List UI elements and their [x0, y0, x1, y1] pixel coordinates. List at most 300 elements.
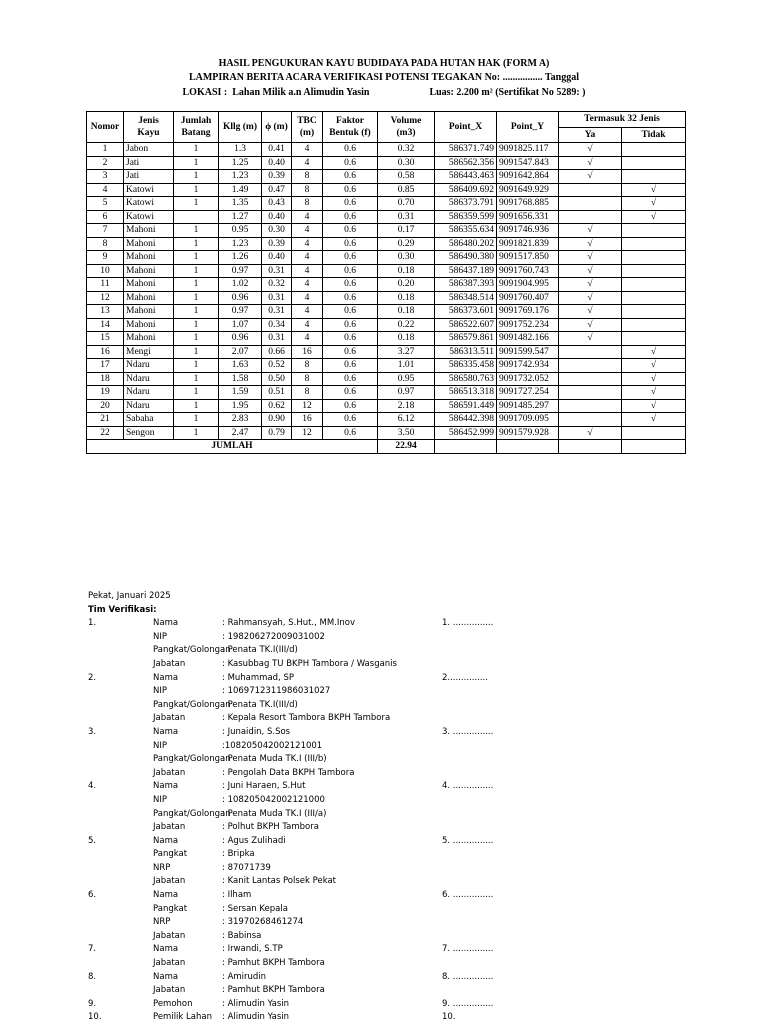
field-label: Jabatan	[153, 958, 186, 969]
team-member-line	[88, 971, 748, 985]
cell-point-x: 586437.189	[435, 264, 497, 278]
cell-volume: 3.50	[378, 426, 435, 440]
table-row	[87, 372, 686, 386]
table-row	[87, 413, 686, 427]
cell-phi: 0.62	[262, 399, 292, 413]
cell-phi: 0.51	[262, 386, 292, 400]
cell-faktor-bentuk: 0.6	[323, 251, 378, 265]
cell-ya: √	[559, 264, 622, 278]
cell-volume: 0.17	[378, 224, 435, 238]
cell-jumlah-batang: 1	[174, 183, 219, 197]
cell-point-y: 9091547.843	[497, 156, 559, 170]
cell-volume: 0.95	[378, 372, 435, 386]
cell-jumlah-batang: 1	[174, 156, 219, 170]
cell-ya: √	[559, 291, 622, 305]
cell-jumlah-batang	[174, 210, 219, 224]
cell-jenis-kayu: Jabon	[124, 143, 174, 157]
table-row	[87, 332, 686, 346]
team-member-line	[88, 631, 748, 645]
cell-kllg: 1.25	[219, 156, 262, 170]
header-termasuk-32-jenis: Termasuk 32 Jenis	[559, 112, 686, 128]
field-label: Pangkat	[153, 849, 188, 860]
field-value: : Pengolah Data BKPH Tambora	[222, 767, 355, 778]
cell-ya	[559, 372, 622, 386]
team-member-line	[88, 1011, 748, 1025]
cell-jenis-kayu: Jati	[124, 170, 174, 184]
cell-faktor-bentuk: 0.6	[323, 305, 378, 319]
cell-tbc: 4	[292, 237, 323, 251]
team-member-line	[88, 916, 748, 930]
field-value: : 198206272009031002	[222, 631, 325, 642]
cell-faktor-bentuk: 0.6	[323, 291, 378, 305]
cell-point-y: 9091649.929	[497, 183, 559, 197]
cell-kllg: 1.02	[219, 278, 262, 292]
cell-tidak	[622, 170, 686, 184]
field-value: : Muhammad, SP	[222, 672, 294, 683]
cell-jumlah-batang: 1	[174, 359, 219, 373]
cell-phi: 0.31	[262, 264, 292, 278]
cell-point-y: 9091482.166	[497, 332, 559, 346]
field-label: NIP	[153, 740, 167, 751]
cell-jumlah-batang: 1	[174, 318, 219, 332]
cell-jenis-kayu: Mahoni	[124, 305, 174, 319]
team-member-line	[88, 712, 748, 726]
cell-tidak	[622, 318, 686, 332]
cell-point-y: 9091769.176	[497, 305, 559, 319]
cell-tbc: 4	[292, 264, 323, 278]
field-value: : 108205042002121000	[222, 794, 325, 805]
location-line	[0, 86, 768, 100]
table-row	[87, 156, 686, 170]
cell-tidak: √	[622, 399, 686, 413]
cell-tbc: 4	[292, 278, 323, 292]
cell-nomor: 14	[87, 318, 124, 332]
cell-faktor-bentuk: 0.6	[323, 197, 378, 211]
cell-volume: 0.20	[378, 278, 435, 292]
cell-tbc: 4	[292, 291, 323, 305]
field-value: : Juni Haraen, S.Hut	[222, 781, 306, 792]
team-member-line	[88, 875, 748, 889]
field-value: : Junaidin, S.Sos	[222, 726, 291, 737]
cell-nomor: 16	[87, 345, 124, 359]
cell-kllg: 0.96	[219, 291, 262, 305]
cell-ya: √	[559, 143, 622, 157]
cell-tidak	[622, 305, 686, 319]
field-label: Pangkat/Golongan	[153, 645, 231, 656]
header-faktor-bentuk: Faktor Bentuk (f)	[323, 112, 378, 143]
header-phi: ϕ (m)	[262, 112, 292, 143]
field-value: : Ilham	[222, 890, 252, 901]
field-label: Pangkat/Golongan	[153, 808, 231, 819]
table-row	[87, 399, 686, 413]
cell-jenis-kayu: Mahoni	[124, 237, 174, 251]
cell-ya	[559, 359, 622, 373]
team-member-line	[88, 753, 748, 767]
cell-point-x: 586591.449	[435, 399, 497, 413]
cell-jenis-kayu: Mahoni	[124, 264, 174, 278]
cell-tidak: √	[622, 345, 686, 359]
cell-tbc: 4	[292, 305, 323, 319]
team-member-line	[88, 903, 748, 917]
cell-tidak	[622, 143, 686, 157]
field-value: : Kasubbag TU BKPH Tambora / Wasganis	[222, 658, 397, 669]
cell-kllg: 1.3	[219, 143, 262, 157]
member-number: 7.	[88, 944, 97, 955]
cell-nomor: 10	[87, 264, 124, 278]
field-label: Nama	[153, 835, 179, 846]
cell-volume: 0.70	[378, 197, 435, 211]
cell-phi: 0.32	[262, 278, 292, 292]
field-value: : Penata Muda TK.I (III/b)	[222, 754, 327, 765]
field-value: : Kepala Resort Tambora BKPH Tambora	[222, 713, 391, 724]
cell-ya	[559, 210, 622, 224]
cell-tbc: 8	[292, 183, 323, 197]
field-label: Nama	[153, 672, 179, 683]
team-member-line	[88, 699, 748, 713]
total-empty-cell	[622, 440, 686, 454]
cell-faktor-bentuk: 0.6	[323, 318, 378, 332]
cell-phi: 0.90	[262, 413, 292, 427]
cell-ya	[559, 345, 622, 359]
cell-volume: 0.30	[378, 156, 435, 170]
member-number: 3.	[88, 726, 97, 737]
field-label: Pangkat	[153, 903, 188, 914]
signature-placeholder: 1. ...............	[442, 618, 494, 629]
team-member-line	[88, 998, 748, 1012]
cell-jenis-kayu: Katowi	[124, 210, 174, 224]
team-member-line	[88, 930, 748, 944]
total-empty-cell	[497, 440, 559, 454]
cell-nomor: 22	[87, 426, 124, 440]
table-row	[87, 318, 686, 332]
team-member-line	[88, 821, 748, 835]
cell-tbc: 12	[292, 426, 323, 440]
team-member-line	[88, 957, 748, 971]
cell-point-y: 9091768.885	[497, 197, 559, 211]
cell-point-x: 586562.356	[435, 156, 497, 170]
cell-phi: 0.40	[262, 251, 292, 265]
field-value: : Bripka	[222, 849, 255, 860]
cell-jenis-kayu: Ndaru	[124, 399, 174, 413]
total-label: JUMLAH	[87, 440, 378, 454]
cell-point-x: 586409.692	[435, 183, 497, 197]
team-member-line	[88, 889, 748, 903]
cell-tidak: √	[622, 210, 686, 224]
cell-faktor-bentuk: 0.6	[323, 332, 378, 346]
cell-tidak: √	[622, 183, 686, 197]
cell-point-x: 586371.749	[435, 143, 497, 157]
signature-placeholder: 3. ...............	[442, 726, 494, 737]
measurement-table	[86, 111, 686, 454]
cell-nomor: 12	[87, 291, 124, 305]
cell-kllg: 1.27	[219, 210, 262, 224]
team-member-line	[88, 685, 748, 699]
cell-volume: 2.18	[378, 399, 435, 413]
header-tidak: Tidak	[622, 127, 686, 143]
field-label: NIP	[153, 631, 167, 642]
cell-nomor: 2	[87, 156, 124, 170]
cell-jenis-kayu: Mahoni	[124, 251, 174, 265]
cell-point-x: 586513.318	[435, 386, 497, 400]
signature-placeholder: 5. ...............	[442, 835, 494, 846]
cell-tidak	[622, 291, 686, 305]
cell-kllg: 1.63	[219, 359, 262, 373]
field-value: : Amirudin	[222, 971, 267, 982]
cell-nomor: 21	[87, 413, 124, 427]
cell-point-x: 586373.791	[435, 197, 497, 211]
cell-tidak	[622, 332, 686, 346]
table-row	[87, 170, 686, 184]
cell-kllg: 1.35	[219, 197, 262, 211]
cell-point-x: 586373.601	[435, 305, 497, 319]
member-number: 2.	[88, 672, 97, 683]
cell-volume: 0.22	[378, 318, 435, 332]
field-label: NIP	[153, 686, 167, 697]
member-number: 6.	[88, 890, 97, 901]
cell-tbc: 8	[292, 170, 323, 184]
cell-nomor: 18	[87, 372, 124, 386]
signature-placeholder: 2...............	[442, 672, 488, 683]
cell-jenis-kayu: Ndaru	[124, 386, 174, 400]
cell-faktor-bentuk: 0.6	[323, 170, 378, 184]
cell-tbc: 8	[292, 359, 323, 373]
cell-jumlah-batang: 1	[174, 278, 219, 292]
cell-faktor-bentuk: 0.6	[323, 143, 378, 157]
cell-point-y: 9091904.995	[497, 278, 559, 292]
cell-kllg: 1.95	[219, 399, 262, 413]
team-member-line	[88, 617, 748, 631]
field-label: Jabatan	[153, 767, 186, 778]
field-label: Nama	[153, 971, 179, 982]
table-row	[87, 143, 686, 157]
cell-kllg: 0.97	[219, 264, 262, 278]
cell-tidak: √	[622, 372, 686, 386]
cell-nomor: 5	[87, 197, 124, 211]
cell-tbc: 4	[292, 224, 323, 238]
cell-ya: √	[559, 251, 622, 265]
cell-phi: 0.30	[262, 224, 292, 238]
cell-point-x: 586579.861	[435, 332, 497, 346]
field-label: Nama	[153, 726, 179, 737]
cell-faktor-bentuk: 0.6	[323, 372, 378, 386]
table-row	[87, 291, 686, 305]
header-ya: Ya	[559, 127, 622, 143]
cell-kllg: 0.97	[219, 305, 262, 319]
cell-faktor-bentuk: 0.6	[323, 237, 378, 251]
table-row	[87, 305, 686, 319]
table-row	[87, 183, 686, 197]
cell-phi: 0.50	[262, 372, 292, 386]
cell-point-x: 586442.398	[435, 413, 497, 427]
cell-nomor: 7	[87, 224, 124, 238]
location-label: LOKASI : Lahan Milik a.n Alimudin Yasin	[182, 87, 370, 98]
cell-volume: 1.01	[378, 359, 435, 373]
field-label: Pemohon	[153, 998, 193, 1009]
cell-point-x: 586313.511	[435, 345, 497, 359]
cell-jenis-kayu: Katowi	[124, 197, 174, 211]
cell-faktor-bentuk: 0.6	[323, 224, 378, 238]
cell-jumlah-batang: 1	[174, 197, 219, 211]
cell-phi: 0.40	[262, 156, 292, 170]
signature-placeholder: 6. ...............	[442, 890, 494, 901]
cell-point-x: 586387.393	[435, 278, 497, 292]
cell-jenis-kayu: Ndaru	[124, 372, 174, 386]
cell-jumlah-batang: 1	[174, 143, 219, 157]
cell-volume: 0.29	[378, 237, 435, 251]
cell-tidak	[622, 224, 686, 238]
cell-volume: 6.12	[378, 413, 435, 427]
cell-jenis-kayu: Mahoni	[124, 291, 174, 305]
field-label: Nama	[153, 781, 179, 792]
cell-point-y: 9091760.407	[497, 291, 559, 305]
field-label: Jabatan	[153, 930, 186, 941]
cell-point-x: 586443.463	[435, 170, 497, 184]
field-label: Jabatan	[153, 713, 186, 724]
cell-volume: 3.27	[378, 345, 435, 359]
cell-nomor: 4	[87, 183, 124, 197]
cell-ya: √	[559, 237, 622, 251]
cell-jenis-kayu: Mahoni	[124, 318, 174, 332]
cell-volume: 0.18	[378, 264, 435, 278]
cell-point-x: 586522.607	[435, 318, 497, 332]
total-row	[87, 440, 686, 454]
cell-point-y: 9091656.331	[497, 210, 559, 224]
cell-nomor: 20	[87, 399, 124, 413]
cell-tbc: 8	[292, 386, 323, 400]
cell-ya: √	[559, 305, 622, 319]
field-value: : Pamhut BKPH Tambora	[222, 985, 325, 996]
table-row	[87, 197, 686, 211]
cell-point-x: 586490.380	[435, 251, 497, 265]
field-value: : Agus Zulihadi	[222, 835, 286, 846]
field-value: : Penata TK.I(III/d)	[222, 645, 298, 656]
cell-point-y: 9091742.934	[497, 359, 559, 373]
cell-volume: 0.85	[378, 183, 435, 197]
cell-point-x: 586335.458	[435, 359, 497, 373]
member-number: 4.	[88, 781, 97, 792]
cell-faktor-bentuk: 0.6	[323, 210, 378, 224]
cell-jumlah-batang: 1	[174, 399, 219, 413]
total-volume: 22.94	[378, 440, 435, 454]
cell-jenis-kayu: Jati	[124, 156, 174, 170]
team-member-line	[88, 862, 748, 876]
team-member-line	[88, 835, 748, 849]
cell-tbc: 4	[292, 318, 323, 332]
cell-faktor-bentuk: 0.6	[323, 156, 378, 170]
cell-jenis-kayu: Katowi	[124, 183, 174, 197]
cell-tidak: √	[622, 386, 686, 400]
cell-tidak	[622, 426, 686, 440]
cell-phi: 0.39	[262, 170, 292, 184]
cell-kllg: 1.49	[219, 183, 262, 197]
field-value: : Penata TK.I(III/d)	[222, 699, 298, 710]
cell-point-y: 9091579.928	[497, 426, 559, 440]
header-kllg: Kllg (m)	[219, 112, 262, 143]
team-member-line	[88, 672, 748, 686]
cell-jumlah-batang: 1	[174, 251, 219, 265]
header-point-y: Point_Y	[497, 112, 559, 143]
team-member-line	[88, 658, 748, 672]
team-member-line	[88, 848, 748, 862]
cell-phi: 0.43	[262, 197, 292, 211]
cell-nomor: 3	[87, 170, 124, 184]
table-row	[87, 359, 686, 373]
cell-phi: 0.31	[262, 305, 292, 319]
cell-ya	[559, 197, 622, 211]
cell-tbc: 16	[292, 413, 323, 427]
cell-volume: 0.58	[378, 170, 435, 184]
cell-tidak: √	[622, 413, 686, 427]
field-label: NRP	[153, 862, 171, 873]
cell-point-y: 9091485.297	[497, 399, 559, 413]
cell-point-y: 9091752.234	[497, 318, 559, 332]
cell-ya: √	[559, 332, 622, 346]
field-label: NIP	[153, 794, 167, 805]
table-row	[87, 278, 686, 292]
cell-point-y: 9091746.936	[497, 224, 559, 238]
field-label: Nama	[153, 944, 179, 955]
cell-ya: √	[559, 224, 622, 238]
area-label: Luas: 2.200 m² (Sertifikat No 5289: )	[429, 87, 586, 98]
cell-faktor-bentuk: 0.6	[323, 183, 378, 197]
cell-phi: 0.41	[262, 143, 292, 157]
cell-point-y: 9091517.850	[497, 251, 559, 265]
table-row	[87, 251, 686, 265]
cell-point-x: 586452.999	[435, 426, 497, 440]
team-member-line	[88, 984, 748, 998]
cell-volume: 0.97	[378, 386, 435, 400]
table-row	[87, 345, 686, 359]
cell-ya: √	[559, 318, 622, 332]
field-value: : 31970268461274	[222, 917, 304, 928]
signature-placeholder: 4. ...............	[442, 781, 494, 792]
cell-phi: 0.47	[262, 183, 292, 197]
cell-faktor-bentuk: 0.6	[323, 399, 378, 413]
field-value: : 87071739	[222, 862, 271, 873]
header-jumlah-batang: Jumlah Batang	[174, 112, 219, 143]
cell-jumlah-batang: 1	[174, 345, 219, 359]
cell-point-x: 586480.202	[435, 237, 497, 251]
cell-ya: √	[559, 156, 622, 170]
field-value: : Rahmansyah, S.Hut., MM.Inov	[222, 618, 356, 629]
cell-volume: 0.32	[378, 143, 435, 157]
signature-placeholder: 7. ...............	[442, 944, 494, 955]
header-jenis-kayu: Jenis Kayu	[124, 112, 174, 143]
cell-kllg: 1.26	[219, 251, 262, 265]
cell-ya	[559, 183, 622, 197]
cell-tbc: 8	[292, 197, 323, 211]
team-member-line	[88, 767, 748, 781]
total-empty-cell	[559, 440, 622, 454]
field-value: : 1069712311986031027	[222, 686, 331, 697]
total-empty-cell	[435, 440, 497, 454]
table-row	[87, 224, 686, 238]
cell-tbc: 4	[292, 210, 323, 224]
verification-team	[88, 590, 748, 1025]
cell-phi: 0.39	[262, 237, 292, 251]
field-label: Pangkat/Golongan	[153, 699, 231, 710]
team-member-line	[88, 726, 748, 740]
field-label: NRP	[153, 917, 171, 928]
cell-tbc: 8	[292, 372, 323, 386]
cell-jumlah-batang: 1	[174, 264, 219, 278]
field-value: : Polhut BKPH Tambora	[222, 822, 319, 833]
cell-ya: √	[559, 170, 622, 184]
field-value: : Penata Muda TK.I (III/a)	[222, 808, 327, 819]
cell-kllg: 0.95	[219, 224, 262, 238]
cell-phi: 0.31	[262, 332, 292, 346]
cell-kllg: 1.23	[219, 170, 262, 184]
